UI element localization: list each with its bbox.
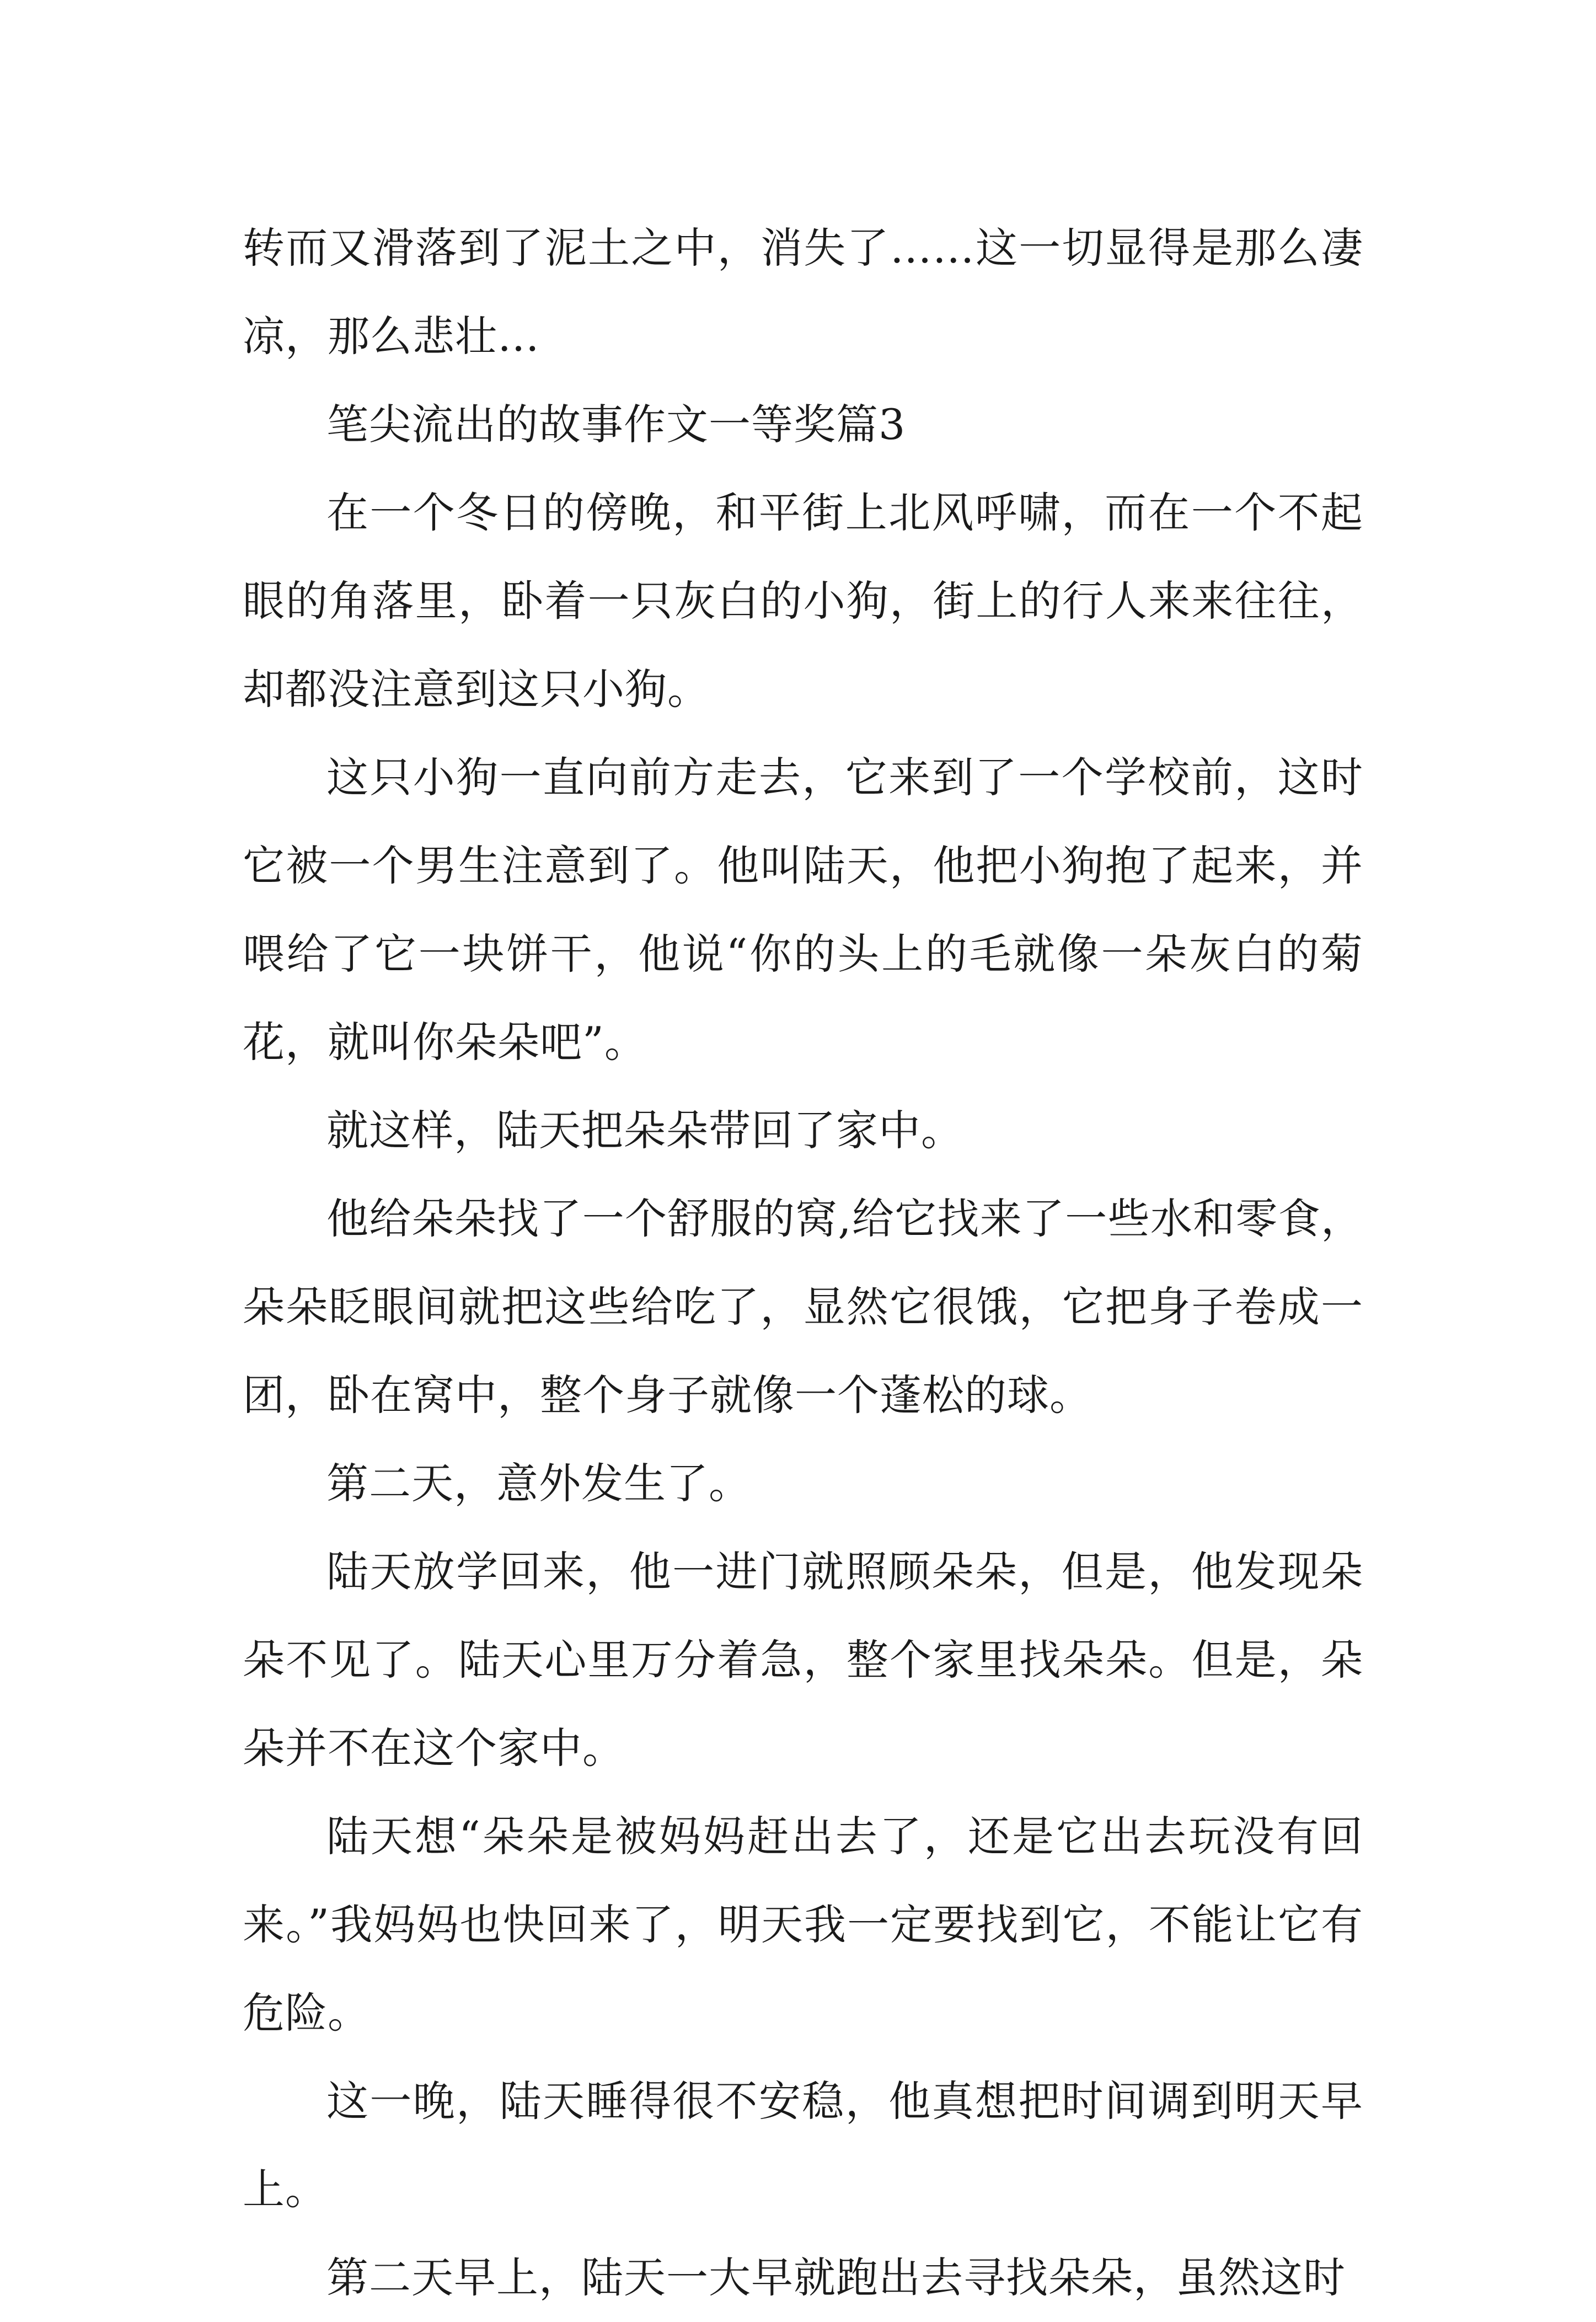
paragraph: 就这样，陆天把朵朵带回了家中。 [326, 1106, 963, 1155]
paragraph: 在一个冬日的傍晚，和平街上北风呼啸，而在一个不起眼的角落里，卧着一只灰白的小狗，街上的行人来来往往，却都没注意到这只小狗。 [243, 488, 1363, 714]
section-heading: 笔尖流出的故事作文一等奖篇3 [326, 400, 906, 449]
paragraph: 他给朵朵找了一个舒服的窝,给它找来了一些水和零食，朵朵眨眼间就把这些给吃了，显然它很饿，它把身子卷成一团，卧在窝中，整个身子就像一个蓬松的球。 [243, 1194, 1363, 1420]
paragraph: 这一晚，陆天睡得很不安稳，他真想把时间调到明天早上。 [243, 2077, 1363, 2214]
document-body [243, 204, 1363, 2322]
paragraph: 陆天放学回来，他一进门就照顾朵朵，但是，他发现朵朵不见了。陆天心里万分着急，整个家里找朵朵。但是，朵朵并不在这个家中。 [243, 1547, 1363, 1773]
paragraph: 陆天想“朵朵是被妈妈赶出去了，还是它出去玩没有回来。”我妈妈也快回来了，明天我一定要找到它，不能让它有危险。 [243, 1812, 1363, 2037]
paragraph-truncated: 第二天早上，陆天一大早就跑出去寻找朵朵，虽然这时 [326, 2253, 1346, 2302]
paragraph: 第二天，意外发生了。 [326, 1459, 751, 1508]
paragraph: 这只小狗一直向前方走去，它来到了一个学校前，这时它被一个男生注意到了。他叫陆天，他把小狗抱了起来，并喂给了它一块饼干，他说“你的头上的毛就像一朵灰白的菊花，就叫你朵朵吧”。 [243, 753, 1363, 1067]
paragraph-continuation: 转而又滑落到了泥土之中，消失了……这一切显得是那么凄凉，那么悲壮… [243, 223, 1363, 361]
